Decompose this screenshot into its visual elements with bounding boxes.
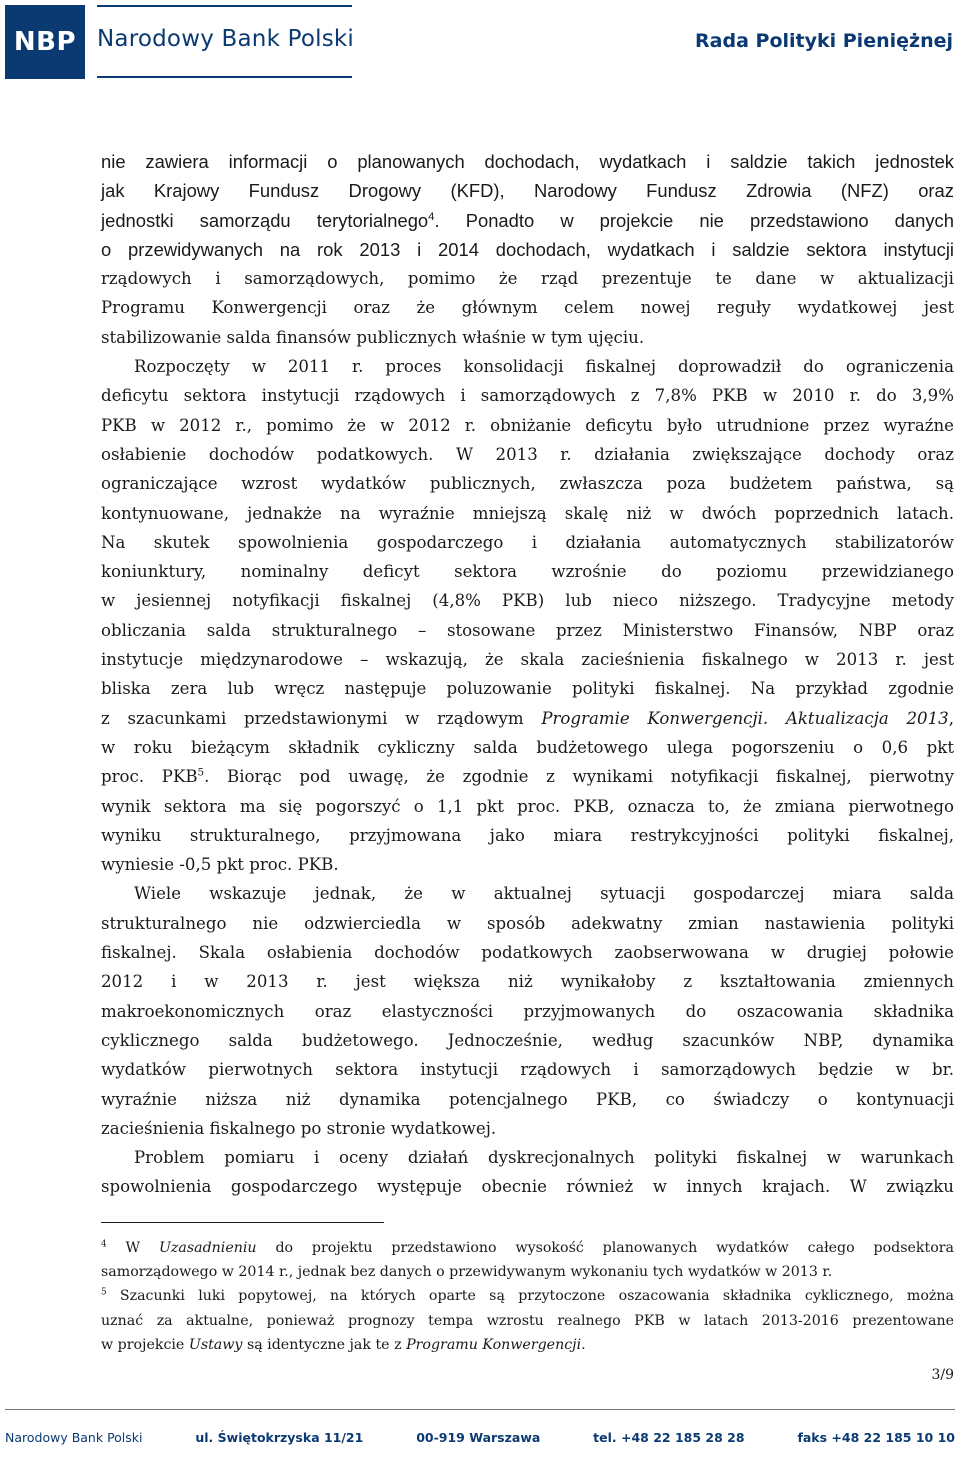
text-span: do projektu przedstawiono wysokość planowanych wydatków całego podsektora — [275, 1240, 955, 1256]
text-line: jak Krajowy Fundusz Drogowy (KFD), Narodowy Fundusz Zdrowia (NFZ) oraz — [101, 180, 954, 202]
text-line: o przewidywanych na rok 2013 i 2014 dochodach, wydatkach i saldzie sektora instytucji — [101, 238, 954, 260]
text-line: Rozpoczęty w 2011 r. proces konsolidacji fiskalnej doprowadził do ograniczenia — [134, 357, 954, 377]
text-line — [101, 206, 954, 235]
text-line: wyniku strukturalnego, przyjmowana jako miara restrykcyjności polityki fiskalnej, — [101, 825, 954, 845]
text-line — [101, 704, 954, 733]
footnote-5-end — [101, 1333, 954, 1357]
council-name: Rada Polityki Pieniężnej — [695, 30, 953, 52]
text-line: bliska zera lub wręcz następuje poluzowanie polityki fiskalnej. Na przykład zgodnie — [101, 679, 954, 699]
text-line: wynik sektora ma się pogorszyć o 1,1 pkt proc. PKB, oznacza to, że zmiana pierwotnego — [101, 796, 954, 816]
text-span: proc. PKB — [101, 767, 198, 787]
footnote-5-cont: uznać za aktualne, ponieważ prognozy tempa wzrostu realnego PKB w latach 2013-2016 prezentowane — [101, 1312, 954, 1329]
page-number: 3/9 — [931, 1367, 954, 1383]
text-line: PKB w 2012 r., pomimo że w 2012 r. obniżanie deficytu było utrudnione przez wyraźne — [101, 415, 954, 435]
text-span: jednostki samorządu terytorialnego — [101, 209, 429, 231]
footer-city: 00-919 Warszawa — [416, 1430, 541, 1445]
text-span: z szacunkami przedstawionymi w rządowym — [101, 708, 524, 728]
text-line: w jesiennej notyfikacji fiskalnej (4,8% PKB) lub nieco niższego. Tradycyjne metody — [101, 591, 954, 611]
text-span: . Biorąc pod uwagę, że zgodnie z wynikami notyfikacji fiskalnej, pierwotny — [204, 767, 954, 787]
header-rule-top — [97, 5, 352, 7]
footnote-ref-5: 5 — [197, 766, 205, 779]
text-span: . — [581, 1336, 586, 1353]
text-line: Problem pomiaru i oceny działań dyskrecjonalnych polityki fiskalnej w warunkach — [134, 1148, 954, 1168]
text-span: , — [948, 708, 954, 728]
text-line — [101, 762, 954, 791]
text-line: nie zawiera informacji o planowanych dochodach, wydatkach i saldzie takich jednostek — [101, 151, 954, 172]
header-rule-bottom — [97, 76, 352, 78]
footnotes — [101, 1236, 954, 1357]
text-line: wyniesie -0,5 pkt proc. PKB. — [101, 855, 339, 875]
footer-fax: faks +48 22 185 10 10 — [797, 1430, 955, 1445]
footnote-number: 5 — [101, 1287, 107, 1298]
footer-street: ul. Świętokrzyska 11/21 — [195, 1430, 364, 1445]
footnote-4 — [101, 1236, 954, 1260]
text-span: w projekcie — [101, 1336, 185, 1353]
footer-rule — [5, 1409, 955, 1410]
italic-text: Ustawy — [188, 1336, 243, 1353]
text-span: są identyczne jak te z — [246, 1336, 402, 1353]
italic-title: Programie Konwergencji. Aktualizacja 2013 — [541, 708, 949, 728]
text-line: Wiele wskazuje jednak, że w aktualnej sytuacji gospodarczej miara salda — [134, 884, 954, 904]
body-text — [101, 147, 954, 1202]
text-line: Programu Konwergencji oraz że głównym celem nowej reguły wydatkowej jest — [101, 298, 954, 318]
text-line: Na skutek spowolnienia gospodarczego i działania automatycznych stabilizatorów — [101, 532, 954, 552]
text-line: osłabienie dochodów podatkowych. W 2013 r. działania zwiększające dochody oraz — [101, 444, 954, 464]
italic-text: Uzasadnieniu — [158, 1240, 257, 1256]
text-line: makroekonomicznych oraz elastyczności przyjmowanych do oszacowania składnika — [101, 1001, 954, 1021]
text-line: stabilizowanie salda finansów publicznych właśnie w tym ujęciu. — [101, 327, 645, 347]
footnote-number: 4 — [101, 1239, 107, 1250]
footer — [5, 1430, 955, 1445]
text-line: ograniczające wzrost wydatków publicznych, zwłaszcza poza budżetem państwa, są — [101, 474, 954, 494]
text-span: . Ponadto w projekcie nie przedstawiono danych — [434, 209, 954, 231]
text-line: wydatków pierwotnych sektora instytucji rządowych i samorządowych będzie w br. — [101, 1060, 954, 1080]
text-line: 2012 i w 2013 r. jest większa niż wynikałoby z kształtowania zmiennych — [101, 972, 954, 992]
text-line: rządowych i samorządowych, pomimo że rząd prezentuje te dane w aktualizacji — [101, 269, 954, 289]
text-line: cyklicznego salda budżetowego. Jednocześnie, według szacunków NBP, dynamika — [101, 1030, 954, 1050]
italic-text: Programu Konwergencji — [406, 1336, 582, 1353]
text-line: wyraźnie niższa niż dynamika potencjalnego PKB, co świadczy o kontynuacji — [101, 1089, 954, 1109]
text-line: w roku bieżącym składnik cykliczny salda budżetowego ulega pogorszeniu o 0,6 pkt — [101, 737, 954, 757]
bank-name: Narodowy Bank Polski — [97, 26, 355, 52]
footnote-ref-4: 4 — [428, 210, 435, 223]
footnote-5 — [101, 1284, 954, 1308]
text-line: spowolnienia gospodarczego występuje obecnie również w innych krajach. W związku — [101, 1177, 954, 1197]
footnote-separator — [101, 1222, 384, 1223]
text-span: Szacunki luki popytowej, na których oparte są przytoczone oszacowania składnika cyklicznego, można — [119, 1288, 954, 1305]
text-line: strukturalnego nie odzwierciedla w sposób adekwatny zmian nastawienia polityki — [101, 913, 954, 933]
text-line: koniunktury, nominalny deficyt sektora wzrośnie do poziomu przewidzianego — [101, 562, 954, 582]
text-line: deficytu sektora instytucji rządowych i samorządowych z 7,8% PKB w 2010 r. do 3,9% — [101, 386, 954, 406]
text-line: kontynuowane, jednakże na wyraźnie mniejszą skalę niż w dwóch poprzednich latach. — [101, 503, 954, 523]
text-line: obliczania salda strukturalnego – stosowane przez Ministerstwo Finansów, NBP oraz — [101, 620, 954, 640]
text-span: W — [125, 1240, 141, 1256]
footer-bank-name: Narodowy Bank Polski — [5, 1430, 143, 1445]
text-line: fiskalnej. Skala osłabienia dochodów podatkowych zaobserwowana w drugiej połowie — [101, 943, 954, 963]
footer-phone: tel. +48 22 185 28 28 — [593, 1430, 745, 1445]
footnote-4-cont: samorządowego w 2014 r., jednak bez danych o przewidywanym wykonaniu tych wydatków w 2013 r. — [101, 1264, 833, 1281]
text-line: instytucje międzynarodowe – wskazują, że skala zacieśnienia fiskalnego w 2013 r. jest — [101, 650, 954, 670]
text-line: zacieśnienia fiskalnego po stronie wydatkowej. — [101, 1118, 497, 1138]
nbp-logo: NBP — [5, 5, 85, 79]
